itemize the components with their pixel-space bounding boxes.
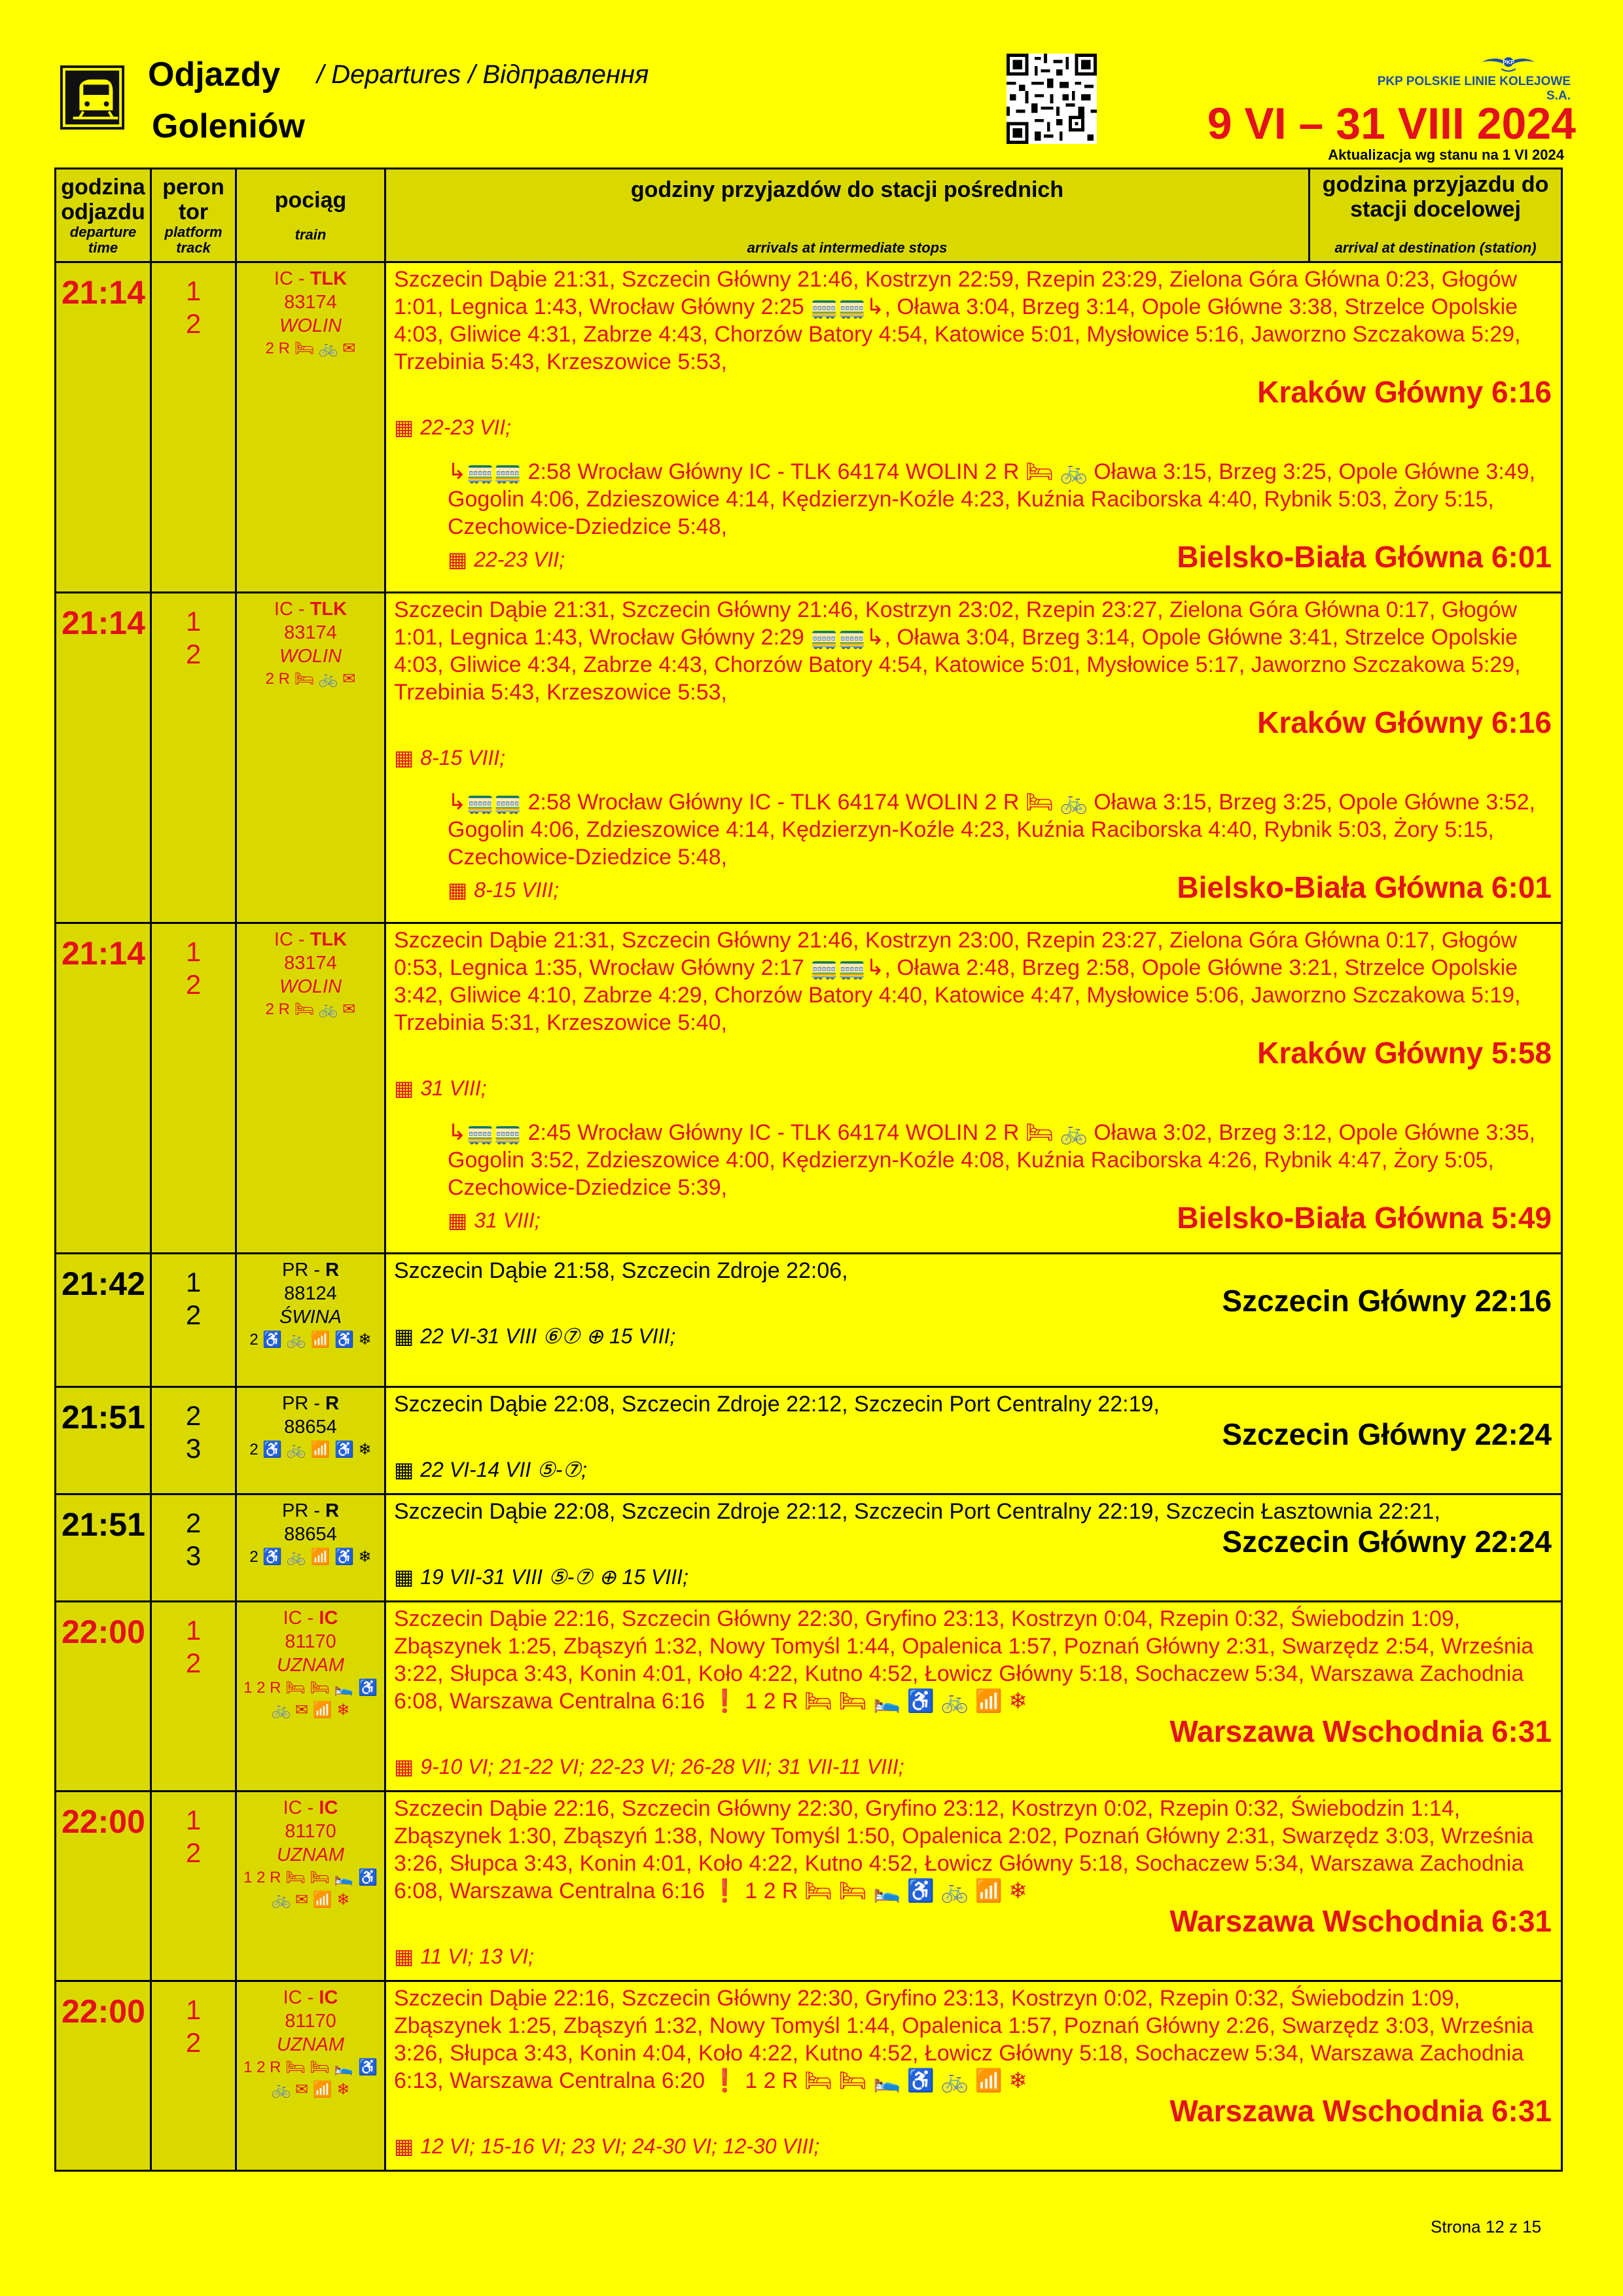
update-note: Aktualizacja wg stanu na 1 VI 2024 <box>1328 147 1564 163</box>
train-type: IC <box>319 1797 338 1818</box>
departure-time: 21:14 <box>56 593 151 923</box>
connection-stops: ↳🚃🚃 2:58 Wrocław Główny IC - TLK 64174 WOLIN 2 R 🛏 🚲 Oława 3:15, Brzeg 3:25, Opole Główne 3:49, Gogolin 4:06, Zdzieszowice 4:14, Kędzierzyn-Koźle 4:23, Kuźnia Raciborska 4:40, Rybnik 5:03, Żory 5:15, Czechowice-Dziedzice 5:48, <box>448 459 1535 539</box>
col-header-label: peron tor <box>162 175 224 224</box>
arrivals-cell <box>385 1792 1562 1981</box>
col-header-arrivals <box>385 169 1562 262</box>
col-header-departure-time <box>56 169 151 262</box>
col-header-train <box>236 169 385 262</box>
validity-period: 9 VI – 31 VIII 2024 <box>1207 99 1576 149</box>
platform-number: 1 <box>185 1805 202 1835</box>
platform-number: 1 <box>185 275 202 306</box>
calendar-note <box>394 1753 1552 1780</box>
calendar-dates: 22 VI-31 VIII ⑥⑦ ⊕ 15 VIII; <box>420 1324 676 1348</box>
connection-destination: Bielsko-Biała Główna 6:01 <box>1177 870 1552 904</box>
departure-time: 22:00 <box>56 1981 151 2171</box>
track-number: 2 <box>185 308 202 339</box>
calendar-icon: ▦ <box>394 415 414 439</box>
calendar-dates: 31 VIII; <box>474 1209 541 1232</box>
train-type: R <box>325 1500 340 1521</box>
arrivals-cell <box>385 1387 1562 1494</box>
intermediate-stops: Szczecin Dąbie 22:16, Szczecin Główny 22:30, Gryfino 23:13, Kostrzyn 0:04, Rzepin 0:32, Świebodzin 1:09, Zbąszynek 1:25, Zbąszyń 1:32, Nowy Tomyśl 1:44, Opalenica 1:57, Poznań Główny 2:31, Swarzędz 2:54, Września 3:22, Słupca 3:43, Konin 4:01, Koło 4:22, Kutno 4:52, Łowicz Główny 5:18, Sochaczew 5:34, Warszawa Zachodnia 6:08, Warszawa Centralna 6:16 ❗ 1 2 R 🛏 🛏 🛌 ♿ 🚲 📶 ❄ <box>394 1606 1534 1714</box>
train-carrier: IC <box>283 1608 302 1629</box>
departure-row <box>56 593 1562 923</box>
train-carrier: IC <box>283 1797 302 1818</box>
connection-calendar <box>448 876 559 904</box>
col-header-label: godzina odjazdu <box>61 175 145 224</box>
operator-name: PKP POLSKIE LINIE KOLEJOWE S.A. <box>1377 75 1571 103</box>
calendar-dates: 8-15 VIII; <box>474 878 560 902</box>
calendar-dates: 8-15 VIII; <box>420 746 506 769</box>
track-number: 3 <box>185 1540 202 1571</box>
train-category: PR - R <box>281 1500 340 1521</box>
connection-destination: Bielsko-Biała Główna 5:49 <box>1177 1201 1552 1235</box>
departures-table <box>54 168 1563 2172</box>
train-icon <box>60 65 124 130</box>
train-number: 83174 <box>284 292 337 313</box>
train-name: ŚWINA <box>279 1307 342 1328</box>
train-category: PR - R <box>281 1260 340 1280</box>
departure-row <box>56 1254 1562 1387</box>
through-coach-connection <box>394 1119 1552 1234</box>
train-amenities-icons: 2 R 🛏 🚲 ✉ <box>265 670 356 688</box>
platform-track <box>151 1981 236 2171</box>
train-amenities-icons: 2 R 🛏 🚲 ✉ <box>265 1000 356 1018</box>
train-name: UZNAM <box>276 2034 345 2055</box>
train-amenities-icons: 2 R 🛏 🚲 ✉ <box>265 340 356 357</box>
train-carrier: IC <box>274 929 293 950</box>
train-carrier: PR <box>281 1500 309 1521</box>
platform-number: 2 <box>185 1400 202 1431</box>
intermediate-stops: Szczecin Dąbie 21:31, Szczecin Główny 21:46, Kostrzyn 23:02, Rzepin 23:27, Zielona Góra Główna 0:17, Głogów 1:01, Legnica 1:43, Wrocław Główny 2:29 🚃🚃↳, Oława 3:04, Brzeg 3:14, Opole Główne 3:41, Strzelce Opolskie 4:03, Gliwice 4:34, Zabrze 4:43, Chorzów Batory 4:54, Katowice 5:01, Mysłowice 5:17, Jaworzno Szczakowa 5:29, Trzebinia 5:43, Krzeszowice 5:53, <box>394 597 1521 705</box>
train-info <box>236 262 385 593</box>
track-number: 2 <box>185 1837 202 1868</box>
train-type: TLK <box>310 599 348 620</box>
platform-track <box>151 1254 236 1387</box>
departure-time: 22:00 <box>56 1792 151 1981</box>
departure-time: 22:00 <box>56 1602 151 1792</box>
calendar-icon: ▦ <box>448 1209 468 1232</box>
page-title: Odjazdy <box>148 56 281 94</box>
destination-arrival: Szczecin Główny 22:16 <box>1222 1284 1552 1318</box>
train-name: WOLIN <box>279 976 342 997</box>
calendar-note <box>394 2132 1552 2160</box>
intermediate-stops: Szczecin Dąbie 22:16, Szczecin Główny 22:30, Gryfino 23:13, Kostrzyn 0:02, Rzepin 0:32, Świebodzin 1:09, Zbąszynek 1:25, Zbąszyń 1:32, Nowy Tomyśl 1:44, Opalenica 1:57, Poznań Główny 2:26, Swarzędz 3:03, Września 3:26, Słupca 3:43, Konin 4:04, Koło 4:22, Kutno 4:52, Łowicz Główny 5:18, Sochaczew 5:34, Warszawa Zachodnia 6:13, Warszawa Centralna 6:20 ❗ 1 2 R 🛏 🛏 🛌 ♿ 🚲 📶 ❄ <box>394 1986 1534 2093</box>
platform-track <box>151 1387 236 1494</box>
train-number: 83174 <box>284 953 337 974</box>
departure-time: 21:42 <box>56 1254 151 1387</box>
train-name: WOLIN <box>279 646 342 667</box>
track-number: 3 <box>185 1433 202 1464</box>
calendar-note <box>394 1322 1552 1350</box>
col-header-sublabel: arrival at destination (station) <box>1334 239 1537 256</box>
calendar-dates: 22 VI-14 VII ⑤-⑦; <box>420 1458 588 1481</box>
train-amenities-icons: 1 2 R 🛏 🛏 🛌 ♿ 🚲 ✉ 📶 ❄ <box>243 1679 378 1719</box>
platform-number: 1 <box>185 936 202 967</box>
train-number: 88654 <box>284 1417 337 1438</box>
track-number: 2 <box>185 969 202 1000</box>
train-category: IC - IC <box>283 1797 338 1818</box>
intermediate-stops: Szczecin Dąbie 22:16, Szczecin Główny 22:30, Gryfino 23:12, Kostrzyn 0:02, Rzepin 0:32, Świebodzin 1:14, Zbąszynek 1:30, Zbąszyń 1:38, Nowy Tomyśl 1:50, Opalenica 2:02, Poznań Główny 2:31, Swarzędz 3:03, Września 3:26, Słupca 3:43, Konin 4:01, Koło 4:22, Kutno 4:52, Łowicz Główny 5:18, Sochaczew 5:34, Warszawa Zachodnia 6:08, Warszawa Centralna 6:16 ❗ 1 2 R 🛏 🛏 🛌 ♿ 🚲 📶 ❄ <box>394 1796 1534 1903</box>
svg-text:PKP: PKP <box>1503 59 1514 65</box>
train-category: PR - R <box>281 1393 340 1414</box>
calendar-icon: ▦ <box>394 1324 414 1348</box>
calendar-icon: ▦ <box>394 2134 414 2158</box>
train-category: IC - IC <box>283 1987 338 2008</box>
train-number: 88654 <box>284 1524 337 1545</box>
connection-calendar <box>448 1207 541 1234</box>
platform-number: 1 <box>185 606 202 637</box>
calendar-icon: ▦ <box>394 1458 414 1481</box>
col-header-sublabel: arrivals at intermediate stops <box>747 239 948 256</box>
connection-stops: ↳🚃🚃 2:58 Wrocław Główny IC - TLK 64174 WOLIN 2 R 🛏 🚲 Oława 3:15, Brzeg 3:25, Opole Główne 3:52, Gogolin 4:06, Zdzieszowice 4:14, Kędzierzyn-Koźle 4:23, Kuźnia Raciborska 4:40, Rybnik 5:03, Żory 5:15, Czechowice-Dziedzice 5:48, <box>448 790 1535 870</box>
train-category: IC - TLK <box>274 599 348 620</box>
platform-track <box>151 262 236 593</box>
train-category: IC - IC <box>283 1608 338 1629</box>
track-number: 2 <box>185 1299 202 1330</box>
train-amenities-icons: 2 ♿ 🚲 📶 ♿ ❄ <box>249 1331 372 1349</box>
intermediate-stops: Szczecin Dąbie 22:08, Szczecin Zdroje 22:12, Szczecin Port Centralny 22:19, <box>394 1392 1160 1417</box>
qr-code-icon[interactable] <box>1007 54 1097 144</box>
track-number: 2 <box>185 639 202 669</box>
calendar-dates: 19 VII-31 VIII ⑤-⑦ ⊕ 15 VIII; <box>420 1565 688 1589</box>
calendar-note <box>394 1074 1552 1102</box>
intermediate-stops: Szczecin Dąbie 21:31, Szczecin Główny 21:46, Kostrzyn 22:59, Rzepin 23:29, Zielona Góra Główna 0:23, Głogów 1:01, Legnica 1:43, Wrocław Główny 2:25 🚃🚃↳, Oława 3:04, Brzeg 3:14, Opole Główne 3:38, Strzelce Opolskie 4:03, Gliwice 4:31, Zabrze 4:43, Chorzów Batory 4:54, Katowice 5:01, Mysłowice 5:16, Jaworzno Szczakowa 5:29, Trzebinia 5:43, Krzeszowice 5:53, <box>394 267 1521 374</box>
calendar-dates: 12 VI; 15-16 VI; 23 VI; 24-30 VI; 12-30 VIII; <box>420 2134 820 2158</box>
page-number: Strona 12 z 15 <box>1431 2217 1542 2236</box>
through-coach-connection <box>394 788 1552 904</box>
col-header-sublabel: departure time <box>69 224 137 256</box>
calendar-icon: ▦ <box>448 548 468 571</box>
departure-row <box>56 1387 1562 1494</box>
col-header-label: godziny przyjazdów do stacji pośrednich <box>630 177 1064 202</box>
train-type: IC <box>319 1987 338 2008</box>
platform-track <box>151 1792 236 1981</box>
train-name: UZNAM <box>276 1655 345 1676</box>
departure-time: 21:14 <box>56 923 151 1254</box>
destination-arrival: Kraków Główny 5:58 <box>1257 1036 1552 1070</box>
calendar-dates: 31 VIII; <box>420 1076 487 1100</box>
train-number: 83174 <box>284 622 337 643</box>
arrivals-cell <box>385 262 1562 593</box>
destination-arrival: Warszawa Wschodnia 6:31 <box>1169 1904 1552 1938</box>
track-number: 2 <box>185 2027 202 2058</box>
arrivals-cell <box>385 1602 1562 1792</box>
calendar-icon: ▦ <box>394 746 414 769</box>
train-name: UZNAM <box>276 1845 345 1865</box>
train-carrier: PR <box>281 1393 309 1414</box>
intermediate-stops: Szczecin Dąbie 21:31, Szczecin Główny 21:46, Kostrzyn 23:00, Rzepin 23:27, Zielona Góra Główna 0:17, Głogów 0:53, Legnica 1:35, Wrocław Główny 2:17 🚃🚃↳, Oława 2:48, Brzeg 2:58, Opole Główne 3:21, Strzelce Opolskie 3:42, Gliwice 4:10, Zabrze 4:29, Chorzów Batory 4:40, Katowice 4:47, Mysłowice 5:06, Jaworzno Szczakowa 5:19, Trzebinia 5:31, Krzeszowice 5:40, <box>394 928 1521 1035</box>
calendar-dates: 22-23 VII; <box>420 415 511 439</box>
connection-destination: Bielsko-Biała Główna 6:01 <box>1177 540 1552 574</box>
train-type: TLK <box>310 929 348 950</box>
departure-row <box>56 1792 1562 1981</box>
col-header-platform <box>151 169 236 262</box>
train-amenities-icons: 2 ♿ 🚲 📶 ♿ ❄ <box>249 1548 372 1566</box>
calendar-note <box>394 1943 1552 1970</box>
through-coach-connection <box>394 458 1552 573</box>
platform-number: 1 <box>185 1994 202 2025</box>
train-info <box>236 1981 385 2171</box>
page-title-translations: / Departures / Відправлення <box>317 60 649 89</box>
platform-track <box>151 1494 236 1602</box>
departure-time: 21:51 <box>56 1494 151 1602</box>
train-info <box>236 1494 385 1602</box>
calendar-note <box>394 1456 1552 1483</box>
train-carrier: IC <box>283 1987 302 2008</box>
calendar-dates: 11 VI; 13 VI; <box>420 1945 534 1968</box>
calendar-icon: ▦ <box>394 1076 414 1100</box>
arrivals-cell <box>385 1494 1562 1602</box>
train-category: IC - TLK <box>274 929 348 950</box>
train-info <box>236 593 385 923</box>
intermediate-stops: Szczecin Dąbie 21:58, Szczecin Zdroje 22:06, <box>394 1258 848 1283</box>
calendar-icon: ▦ <box>394 1755 414 1778</box>
departure-time: 21:51 <box>56 1387 151 1494</box>
col-header-label: godzina przyjazdu do stacji docelowej <box>1322 172 1549 222</box>
arrivals-cell <box>385 923 1562 1254</box>
platform-number: 1 <box>185 1267 202 1298</box>
destination-arrival: Szczecin Główny 22:24 <box>1222 1417 1552 1451</box>
train-amenities-icons: 1 2 R 🛏 🛏 🛌 ♿ 🚲 ✉ 📶 ❄ <box>243 1869 378 1909</box>
train-info <box>236 1602 385 1792</box>
departure-row <box>56 262 1562 593</box>
calendar-note <box>394 744 1552 771</box>
train-carrier: PR <box>281 1260 309 1280</box>
train-info <box>236 1254 385 1387</box>
intermediate-stops: Szczecin Dąbie 22:08, Szczecin Zdroje 22:12, Szczecin Port Centralny 22:19, Szczecin Łasztownia 22:21, <box>394 1499 1440 1524</box>
train-number: 81170 <box>285 2011 336 2032</box>
train-type: TLK <box>310 268 348 289</box>
train-type: R <box>325 1393 340 1414</box>
calendar-dates: 9-10 VI; 21-22 VI; 22-23 VI; 26-28 VII; 31 VII-11 VIII; <box>420 1755 904 1778</box>
calendar-note <box>394 1563 1552 1591</box>
arrivals-cell <box>385 593 1562 923</box>
destination-arrival: Kraków Główny 6:16 <box>1257 375 1552 409</box>
calendar-icon: ▦ <box>394 1945 414 1968</box>
connection-calendar <box>448 546 565 573</box>
train-info <box>236 923 385 1254</box>
departure-row <box>56 923 1562 1254</box>
departure-row <box>56 1494 1562 1602</box>
platform-track <box>151 593 236 923</box>
train-amenities-icons: 1 2 R 🛏 🛏 🛌 ♿ 🚲 ✉ 📶 ❄ <box>243 2058 378 2098</box>
platform-number: 2 <box>185 1508 202 1538</box>
platform-track <box>151 1602 236 1792</box>
train-type: IC <box>319 1608 338 1629</box>
connection-stops: ↳🚃🚃 2:45 Wrocław Główny IC - TLK 64174 WOLIN 2 R 🛏 🚲 Oława 3:02, Brzeg 3:12, Opole Główne 3:35, Gogolin 3:52, Zdzieszowice 4:00, Kędzierzyn-Koźle 4:08, Kuźnia Raciborska 4:26, Rybnik 4:47, Żory 5:05, Czechowice-Dziedzice 5:39, <box>448 1120 1535 1200</box>
col-header-sublabel: platform track <box>164 224 223 256</box>
train-number: 81170 <box>285 1631 336 1652</box>
track-number: 2 <box>185 1648 202 1678</box>
calendar-icon: ▦ <box>394 1565 414 1589</box>
train-amenities-icons: 2 ♿ 🚲 📶 ♿ ❄ <box>249 1441 372 1458</box>
train-info <box>236 1387 385 1494</box>
calendar-note <box>394 414 1552 441</box>
destination-arrival: Warszawa Wschodnia 6:31 <box>1169 2094 1552 2128</box>
col-header-label: pociąg <box>274 188 347 213</box>
departure-time: 21:14 <box>56 262 151 593</box>
arrivals-cell <box>385 1254 1562 1387</box>
train-category: IC - TLK <box>274 268 348 289</box>
arrivals-cell <box>385 1981 1562 2171</box>
train-carrier: IC <box>274 268 293 289</box>
col-header-sublabel: train <box>294 226 327 243</box>
train-number: 88124 <box>284 1283 337 1304</box>
platform-number: 1 <box>185 1615 202 1646</box>
calendar-icon: ▦ <box>448 878 468 902</box>
station-name: Goleniów <box>152 107 305 145</box>
departure-row <box>56 1602 1562 1792</box>
train-info <box>236 1792 385 1981</box>
train-carrier: IC <box>274 599 293 620</box>
calendar-dates: 22-23 VII; <box>474 548 565 571</box>
destination-arrival: Kraków Główny 6:16 <box>1257 705 1552 739</box>
destination-arrival: Warszawa Wschodnia 6:31 <box>1169 1714 1552 1748</box>
train-name: WOLIN <box>279 315 342 336</box>
platform-track <box>151 923 236 1254</box>
train-type: R <box>325 1260 340 1280</box>
train-number: 81170 <box>285 1821 336 1842</box>
destination-arrival: Szczecin Główny 22:24 <box>1222 1525 1552 1559</box>
departure-row <box>56 1981 1562 2171</box>
